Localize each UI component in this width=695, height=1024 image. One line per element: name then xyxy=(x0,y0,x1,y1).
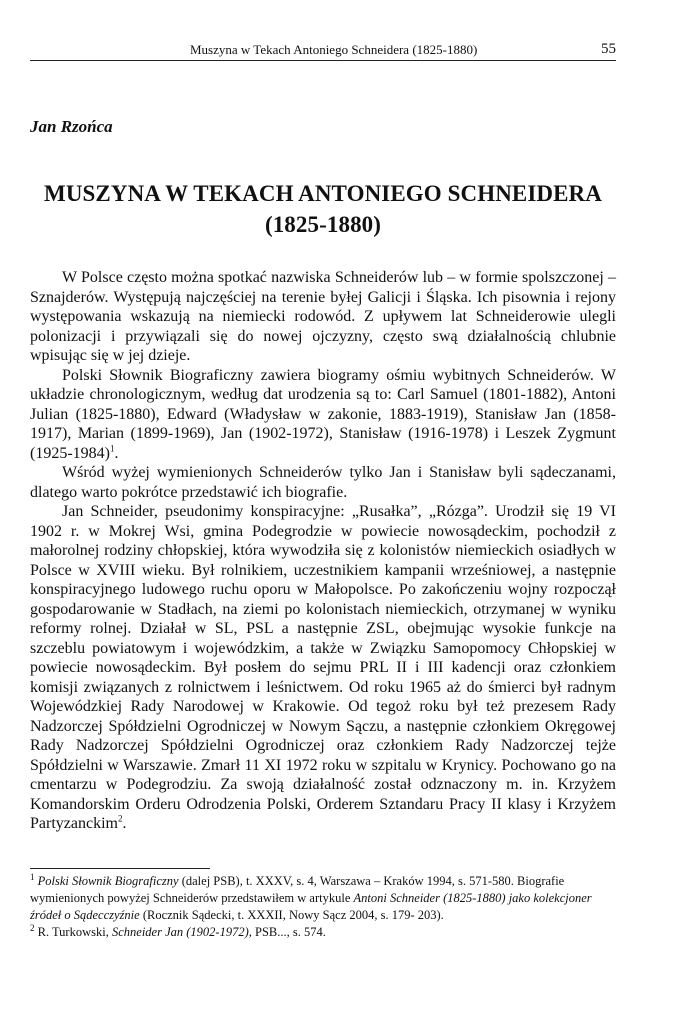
footnotes xyxy=(30,868,616,941)
footnote-ref: 2 xyxy=(117,813,123,824)
paragraph: Wśród wyżej wymienionych Schneiderów tylko Jan i Stanisław byli sądeczanami, dlatego warto pokrótce przedstawić ich biografie. xyxy=(30,464,616,501)
article-title xyxy=(30,178,616,240)
footnote: $^1$ Polski Słownik Biograficzny (dalej PSB), t. XXXV, s. 4, Warszawa – Kraków 1994, s. 571-580. Biografie wymienionych powyżej Schneiderów przedstawiłem w artykule Antoni Schneider (1825-1880) jako kolekcjoner źródeł o Sądecczyźnie (Rocznik Sądecki, t. XXXII, Nowy Sącz 2004, s. 179- 203). xyxy=(30,871,592,922)
footnote-ref: 1 xyxy=(109,443,115,454)
paragraph: W Polsce często można spotkać nazwiska Schneiderów lub – w formie spolszczonej – Sznajderów. Występują najczęściej na terenie byłej Galicji i Śląska. Ich pisownia i rejony występowania wskazują na niemiecki rodowód. Z upływem lat Schneiderowie ulegli polonizacji i przywiązali się do nowej ojczyzny, często swą działalnością chlubnie wpisując się w jej dzieje. xyxy=(30,269,616,364)
article-body xyxy=(30,268,616,834)
paragraph: Polski Słownik Biograficzny zawiera biogramy ośmiu wybitnych Schneiderów. W układzie chronologicznym, według dat urodzenia są to: Carl Samuel (1801-1882), Antoni Julian (1825-1880), Edward (Władysław w zakonie, 1883-1919), Stanisław Jan (1858-1917), Marian (1899-1969), Jan (1902-1972), Stanisław (1916-1978) i Leszek Zygmunt (1925-1984)$^1$. xyxy=(30,366,616,462)
footnote: $^2$ R. Turkowski, Schneider Jan (1902-1972), PSB..., s. 574. xyxy=(30,922,326,939)
page-number: 55 xyxy=(601,41,616,57)
running-title: Muszyna w Tekach Antoniego Schneidera (1825-1880) xyxy=(190,42,478,57)
title-line-2: (1825-1880) xyxy=(264,212,382,237)
footnote-divider xyxy=(30,868,210,869)
author-name: Jan Rzońca xyxy=(30,117,113,136)
running-header xyxy=(30,38,616,61)
paragraph: Jan Schneider, pseudonimy konspiracyjne: „Rusałka”, „Rózga”. Urodził się 19 VI 1902 r. w Mokrej Wsi, gmina Podegrodzie w powiecie nowosądeckim, pochodził z małorolnej rodziny chłopskiej, która wywodziła się z kolonistów niemieckich osiadłych w Polsce w XVIII wieku. Był rolnikiem, uczestnikiem kampanii wrześniowej, a następnie konspiracyjnego ludowego ruchu oporu w Małopolsce. Po zakończeniu wojny rozpoczął gospodarowanie w Stadłach, na ziemi po kolonistach niemieckich, otrzymanej w wyniku reformy rolnej. Działał w SL, PSL a następnie ZSL, obejmując wysokie funkcje na szczeblu powiatowym i wojewódzkim, a także w Związku Samopomocy Chłopskiej w powiecie nowosądeckim. Był posłem do sejmu PRL II i III kadencji oraz członkiem komisji związanych z rolnictwem i leśnictwem. Od roku 1965 aż do śmierci był radnym Wojewódzkiej Rady Narodowej w Krakowie. Od tegoż roku był też prezesem Rady Nadzorczej Spółdzielni Ogrodniczej w Nowym Sączu, a następnie członkiem Okręgowej Rady Nadzorczej Spółdzielni Ogrodniczej oraz członkiem Rady Nadzorczej tejże Spółdzielni w Warszawie. Zmarł 11 XI 1972 roku w szpitalu w Krynicy. Pochowano go na cmentarzu w Podegrodziu. Za swoją działalność został odznaczony m. in. Krzyżem Komandorskim Orderu Odrodzenia Polski, Orderem Sztandaru Pracy II klasy i Krzyżem Partyzanckim$^2$. xyxy=(30,503,616,832)
title-line-1: MUSZYNA W TEKACH ANTONIEGO SCHNEIDERA xyxy=(44,181,602,206)
